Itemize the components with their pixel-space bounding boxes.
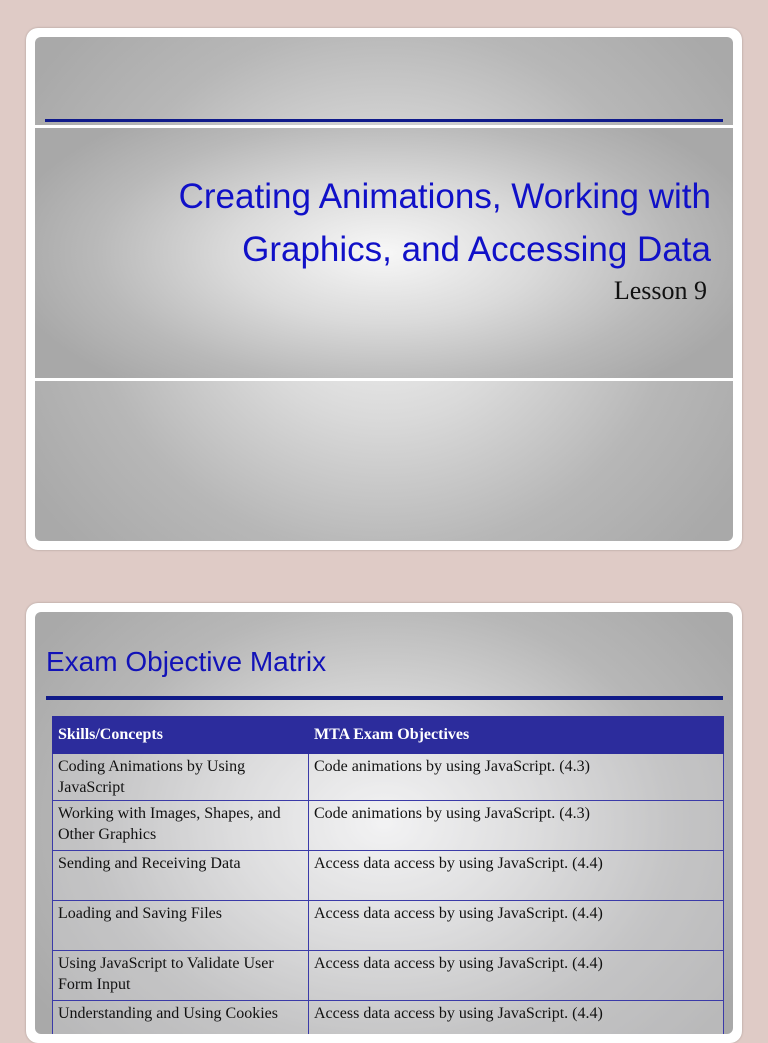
objective-cell: Access data access by using JavaScript. (4.4) [309,951,724,1001]
skill-cell: Sending and Receiving Data [53,851,309,901]
objective-matrix-table [52,716,724,1034]
matrix-title: Exam Objective Matrix [46,646,327,677]
skill-cell: Understanding and Using Cookies [53,1001,309,1035]
table-row [53,951,724,1001]
slide-title: Creating Animations, Working with Graphics, and Accessing Data [178,177,711,269]
title-divider [45,119,723,122]
table-row [53,801,724,851]
skill-cell: Loading and Saving Files [53,901,309,951]
matrix-slide [26,603,742,1043]
table-row [53,851,724,901]
skill-cell: Working with Images, Shapes, and Other Graphics [53,801,309,851]
objective-cell: Code animations by using JavaScript. (4.3) [309,801,724,851]
title-slide [26,28,742,550]
skill-cell: Using JavaScript to Validate User Form Input [53,951,309,1001]
objective-cell: Code animations by using JavaScript. (4.3) [309,754,724,801]
column-header-skills: Skills/Concepts [53,717,309,754]
objective-cell: Access data access by using JavaScript. (4.4) [309,1001,724,1035]
objective-cell: Access data access by using JavaScript. (4.4) [309,901,724,951]
table-row [53,754,724,801]
table-row [53,901,724,951]
table-row [53,1001,724,1035]
objective-cell: Access data access by using JavaScript. (4.4) [309,851,724,901]
title-band [35,125,733,381]
matrix-divider [46,696,723,700]
column-header-objectives: MTA Exam Objectives [309,717,724,754]
slide-subtitle: Lesson 9 [613,276,707,305]
table-header-row [53,717,724,754]
matrix-slide-background [35,612,733,1034]
title-slide-background [35,37,733,541]
skill-cell: Coding Animations by Using JavaScript [53,754,309,801]
